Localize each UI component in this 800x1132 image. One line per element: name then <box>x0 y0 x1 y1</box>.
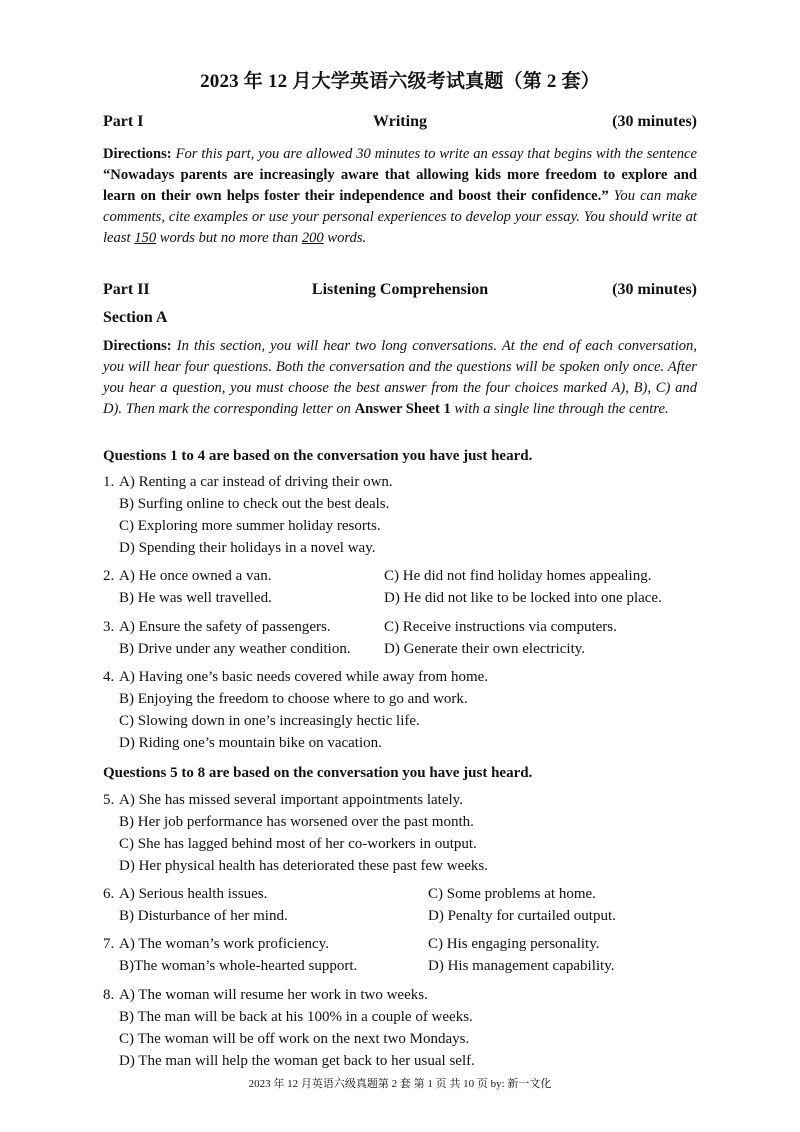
option-d: D) Riding one’s mountain bike on vacation. <box>119 735 382 751</box>
option-c: C) His engaging personality. <box>428 936 600 952</box>
option-a: A) She has missed several important appointments lately. <box>119 792 463 808</box>
option-d: D) Spending their holidays in a novel way. <box>119 540 376 556</box>
option-c: C) He did not find holiday homes appealing. <box>384 568 652 584</box>
option-d: D) Generate their own electricity. <box>384 641 586 657</box>
question-group-heading: Questions 5 to 8 are based on the conversation you have just heard. <box>103 765 533 781</box>
part1-label: Part I <box>103 113 144 130</box>
option-b: B)The woman’s whole-hearted support. <box>119 958 358 974</box>
option-a: A) Serious health issues. <box>119 886 268 902</box>
option-b: B) The man will be back at his 100% in a couple of weeks. <box>119 1009 473 1025</box>
option-d: D) The man will help the woman get back to her usual self. <box>119 1053 475 1069</box>
option-c: C) Exploring more summer holiday resorts. <box>119 518 381 534</box>
question-number: 1. <box>103 474 115 490</box>
page-footer: 2023 年 12 月英语六级真题第 2 套 第 1 页 共 10 页 by: 新一文化 <box>248 1078 552 1090</box>
option-d: D) His management capability. <box>428 958 615 974</box>
option-b: B) Enjoying the freedom to choose where to go and work. <box>119 691 468 707</box>
part2-dir-text-2: with a single line through the centre. <box>454 401 669 417</box>
part1-time: (30 minutes) <box>612 113 697 130</box>
option-b: B) Drive under any weather condition. <box>119 641 351 657</box>
part2-directions-label: Directions: <box>103 338 172 354</box>
option-b: B) Her job performance has worsened over the past month. <box>119 814 474 830</box>
option-a: A) Renting a car instead of driving their own. <box>119 474 393 490</box>
part1-name: Writing <box>373 113 427 130</box>
part1-dir-after: You can make comments, cite examples or use your personal experiences to develop your essay. You should write at least <box>103 188 697 246</box>
option-d: D) He did not like to be locked into one place. <box>384 590 662 606</box>
page-title: 2023 年 12 月大学英语六级考试真题（第 2 套） <box>200 71 600 92</box>
option-d: D) Penalty for curtailed output. <box>428 908 616 924</box>
question-group-heading: Questions 1 to 4 are based on the conversation you have just heard. <box>103 448 533 464</box>
question-number: 2. <box>103 568 115 584</box>
part2-time: (30 minutes) <box>612 281 697 298</box>
question-number: 3. <box>103 619 115 635</box>
max-words: 200 <box>301 230 324 246</box>
question-number: 6. <box>103 886 115 902</box>
part2-name: Listening Comprehension <box>311 281 489 298</box>
section-a-heading: Section A <box>103 309 168 326</box>
question-number: 7. <box>103 936 115 952</box>
option-c: C) The woman will be off work on the next two Mondays. <box>119 1031 470 1047</box>
part1-dir-intro: For this part, you are allowed 30 minutes to write an essay that begins with the sentence <box>175 146 697 162</box>
question-number: 5. <box>103 792 115 808</box>
part2-directions <box>103 336 697 420</box>
part2-dir-text-1: In this section, you will hear two long conversations. At the end of each conversation, you will hear four questions. Both the conversation and the questions will be spoken only once. After you hear a question, you must choose the best answer from the four choices marked A), B), C) and D). Then mark the corresponding letter on <box>103 338 697 417</box>
option-a: A) The woman’s work proficiency. <box>119 936 329 952</box>
option-b: B) He was well travelled. <box>119 590 272 606</box>
question-number: 4. <box>103 669 115 685</box>
part2-header <box>103 281 697 303</box>
min-words: 150 <box>134 230 157 246</box>
option-a: A) Ensure the safety of passengers. <box>119 619 331 635</box>
part1-directions-label: Directions: <box>103 146 172 162</box>
part1-dir-mid: words but no more than <box>159 230 299 246</box>
option-c: C) Slowing down in one’s increasingly hectic life. <box>119 713 420 729</box>
option-c: C) Some problems at home. <box>428 886 596 902</box>
part1-header <box>103 113 697 135</box>
part1-directions <box>103 144 697 249</box>
option-a: A) Having one’s basic needs covered while away from home. <box>119 669 489 685</box>
option-b: B) Surfing online to check out the best deals. <box>119 496 390 512</box>
part2-label: Part II <box>103 281 150 298</box>
part1-dir-end: words. <box>327 230 367 246</box>
essay-prompt: “Nowadays parents are increasingly aware that allowing kids more freedom to explore and learn on their own helps foster their independence and boost their confidence.” <box>103 167 697 204</box>
option-c: C) She has lagged behind most of her co-workers in output. <box>119 836 477 852</box>
answer-sheet-ref: Answer Sheet 1 <box>354 401 451 417</box>
option-d: D) Her physical health has deteriorated these past few weeks. <box>119 858 489 874</box>
option-a: A) He once owned a van. <box>119 568 272 584</box>
option-a: A) The woman will resume her work in two weeks. <box>119 987 428 1003</box>
question-number: 8. <box>103 987 115 1003</box>
option-b: B) Disturbance of her mind. <box>119 908 288 924</box>
option-c: C) Receive instructions via computers. <box>384 619 617 635</box>
